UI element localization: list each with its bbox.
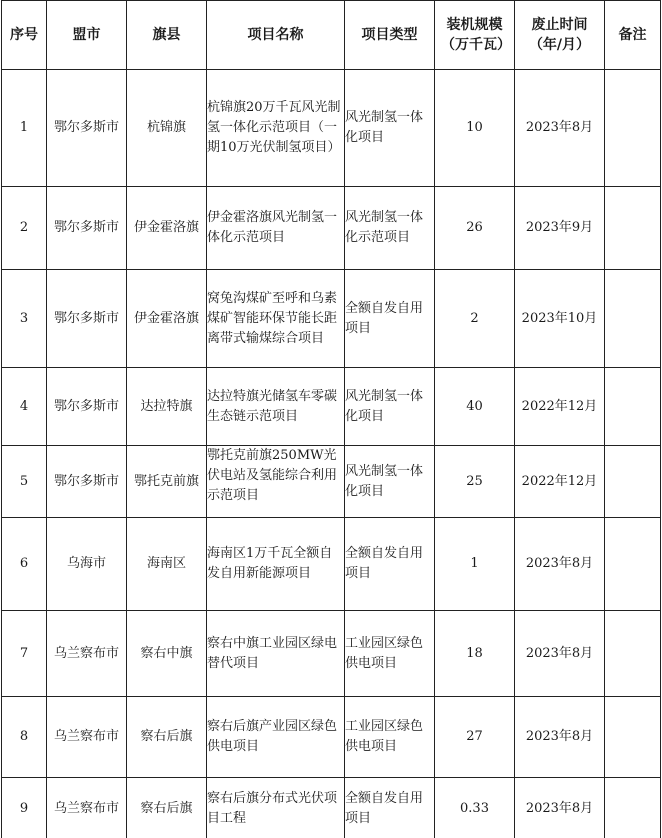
cell-county: 察右中旗 bbox=[127, 611, 207, 697]
cell-seq: 5 bbox=[2, 446, 47, 518]
project-name-text: 察右后旗分布式光伏项目工程 bbox=[207, 790, 338, 826]
cell-county: 杭锦旗 bbox=[127, 70, 207, 187]
cell-abolish-time: 2023年8月 bbox=[515, 518, 605, 611]
cell-abolish-time: 2023年8月 bbox=[515, 697, 605, 778]
cell-capacity: 0.33 bbox=[435, 778, 515, 838]
table-row bbox=[2, 778, 661, 838]
cell-remark bbox=[605, 270, 661, 368]
cell-league: 乌兰察布市 bbox=[47, 697, 127, 778]
cell-capacity: 25 bbox=[435, 446, 515, 518]
cell-seq: 4 bbox=[2, 368, 47, 446]
cell-remark bbox=[605, 187, 661, 270]
cell-county: 海南区 bbox=[127, 518, 207, 611]
table-row bbox=[2, 70, 661, 187]
cell-league: 乌兰察布市 bbox=[47, 611, 127, 697]
cell-project-name bbox=[207, 270, 345, 368]
cell-county: 鄂托克前旗 bbox=[127, 446, 207, 518]
cell-project-name bbox=[207, 368, 345, 446]
table-row bbox=[2, 697, 661, 778]
cell-abolish-time: 2023年8月 bbox=[515, 611, 605, 697]
cell-capacity: 1 bbox=[435, 518, 515, 611]
cell-county: 察右后旗 bbox=[127, 778, 207, 838]
cell-seq: 1 bbox=[2, 70, 47, 187]
cell-project-name bbox=[207, 518, 345, 611]
cell-capacity: 2 bbox=[435, 270, 515, 368]
header-league: 盟市 bbox=[47, 1, 127, 70]
cell-project-name bbox=[207, 70, 345, 187]
cell-capacity: 26 bbox=[435, 187, 515, 270]
table-row bbox=[2, 187, 661, 270]
header-abolish-time: 废止时间（年/月） bbox=[515, 1, 605, 70]
cell-seq: 7 bbox=[2, 611, 47, 697]
cell-league: 乌海市 bbox=[47, 518, 127, 611]
cell-capacity: 27 bbox=[435, 697, 515, 778]
table-row bbox=[2, 270, 661, 368]
table-row bbox=[2, 611, 661, 697]
cell-remark bbox=[605, 778, 661, 838]
cell-capacity: 40 bbox=[435, 368, 515, 446]
cell-remark bbox=[605, 611, 661, 697]
project-name-text: 窝兔沟煤矿至呼和乌素煤矿智能环保节能长距离带式输煤综合项目 bbox=[207, 290, 338, 346]
cell-project-name bbox=[207, 778, 345, 838]
project-name-text: 伊金霍洛旗风光制氢一体化示范项目 bbox=[207, 210, 338, 245]
header-remark: 备注 bbox=[605, 1, 661, 70]
cell-remark bbox=[605, 518, 661, 611]
cell-league: 鄂尔多斯市 bbox=[47, 70, 127, 187]
cell-project-type: 全额自发自用项目 bbox=[345, 778, 435, 838]
cell-remark bbox=[605, 70, 661, 187]
cell-capacity: 18 bbox=[435, 611, 515, 697]
cell-seq: 9 bbox=[2, 778, 47, 838]
cell-seq: 3 bbox=[2, 270, 47, 368]
header-capacity: 装机规模（万千瓦） bbox=[435, 1, 515, 70]
cell-remark bbox=[605, 446, 661, 518]
cell-project-type: 全额自发自用项目 bbox=[345, 518, 435, 611]
cell-abolish-time: 2023年8月 bbox=[515, 70, 605, 187]
cell-project-type: 风光制氢一体化示范项目 bbox=[345, 187, 435, 270]
cell-project-type: 风光制氢一体化项目 bbox=[345, 446, 435, 518]
cell-project-type: 全额自发自用项目 bbox=[345, 270, 435, 368]
cell-abolish-time: 2023年9月 bbox=[515, 187, 605, 270]
header-seq: 序号 bbox=[2, 1, 47, 70]
cell-league: 鄂尔多斯市 bbox=[47, 446, 127, 518]
cell-abolish-time: 2023年8月 bbox=[515, 778, 605, 838]
cell-project-name bbox=[207, 697, 345, 778]
cell-league: 鄂尔多斯市 bbox=[47, 187, 127, 270]
cell-league: 乌兰察布市 bbox=[47, 778, 127, 838]
cell-project-type: 风光制氢一体化项目 bbox=[345, 368, 435, 446]
cell-seq: 6 bbox=[2, 518, 47, 611]
project-name-text: 杭锦旗20万千瓦风光制氢一体化示范项目（一期10万光伏制氢项目） bbox=[207, 100, 341, 155]
table-row bbox=[2, 368, 661, 446]
cell-seq: 8 bbox=[2, 697, 47, 778]
cell-abolish-time: 2022年12月 bbox=[515, 368, 605, 446]
cell-abolish-time: 2022年12月 bbox=[515, 446, 605, 518]
cell-seq: 2 bbox=[2, 187, 47, 270]
cell-project-name bbox=[207, 611, 345, 697]
cell-project-type: 风光制氢一体化项目 bbox=[345, 70, 435, 187]
cell-capacity: 10 bbox=[435, 70, 515, 187]
cell-county: 伊金霍洛旗 bbox=[127, 187, 207, 270]
table-header-row bbox=[2, 1, 661, 70]
header-county: 旗县 bbox=[127, 1, 207, 70]
cell-remark bbox=[605, 368, 661, 446]
cell-project-type: 工业园区绿色供电项目 bbox=[345, 611, 435, 697]
cell-remark bbox=[605, 697, 661, 778]
header-project-name: 项目名称 bbox=[207, 1, 345, 70]
project-table bbox=[1, 0, 661, 838]
cell-project-name bbox=[207, 446, 345, 518]
cell-abolish-time: 2023年10月 bbox=[515, 270, 605, 368]
cell-league: 鄂尔多斯市 bbox=[47, 270, 127, 368]
cell-county: 伊金霍洛旗 bbox=[127, 270, 207, 368]
table-row bbox=[2, 446, 661, 518]
project-name-text: 达拉特旗光储氢车零碳生态链示范项目 bbox=[207, 388, 338, 424]
project-name-text: 鄂托克前旗250MW光伏电站及氢能综合利用示范项目 bbox=[207, 448, 338, 503]
project-name-text: 察右后旗产业园区绿色供电项目 bbox=[207, 719, 338, 754]
cell-project-name bbox=[207, 187, 345, 270]
project-name-text: 察右中旗工业园区绿电替代项目 bbox=[207, 635, 338, 671]
cell-project-type: 工业园区绿色供电项目 bbox=[345, 697, 435, 778]
cell-county: 察右后旗 bbox=[127, 697, 207, 778]
cell-league: 鄂尔多斯市 bbox=[47, 368, 127, 446]
table-row bbox=[2, 518, 661, 611]
project-name-text: 海南区1万千瓦全额自发自用新能源项目 bbox=[207, 546, 333, 581]
cell-county: 达拉特旗 bbox=[127, 368, 207, 446]
header-project-type: 项目类型 bbox=[345, 1, 435, 70]
